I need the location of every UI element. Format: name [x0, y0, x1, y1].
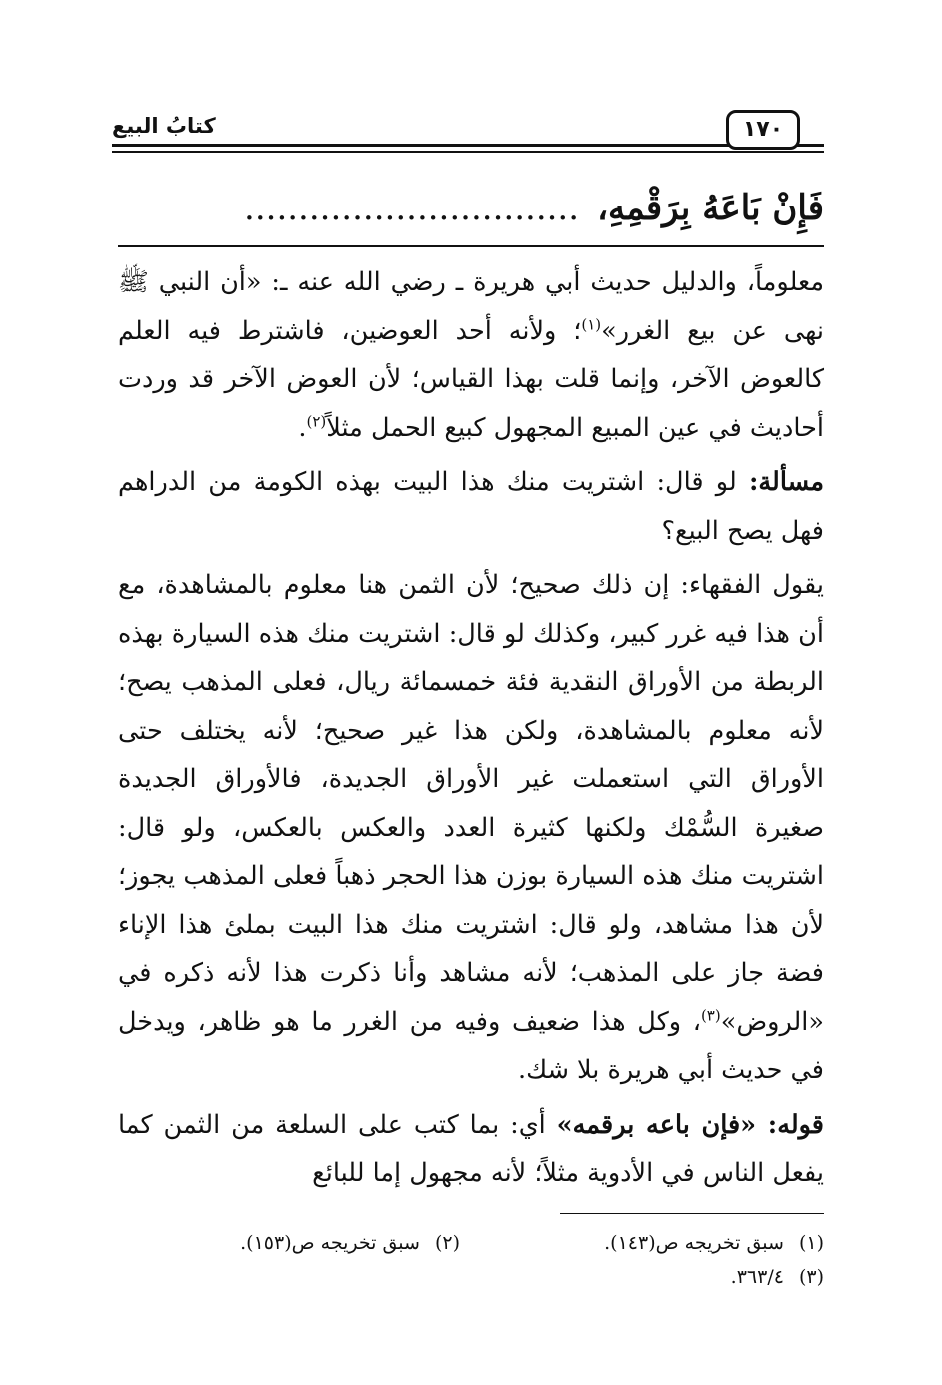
paragraph-1-text-a: معلوماً، والدليل حديث أبي هريرة ـ رضي الله عنه ـ: «أن النبي ﷺ نهى عن بيع الغرر»: [118, 267, 824, 346]
footnote-2-text: سبق تخريجه ص(١٥٣).: [240, 1232, 420, 1254]
header-rule-thin: [112, 151, 824, 153]
header-rule-thick: [112, 144, 824, 147]
paragraph-3-text-a: يقول الفقهاء: إن ذلك صحيح؛ لأن الثمن هنا معلوم بالمشاهدة، مع أن هذا فيه غرر كبير، وكذلك لو قال: اشتريت منك هذه السيارة بهذه الربطة من الأوراق النقدية فئة خمسمائة ريال، فعلى المذهب يصح؛ لأنه معلوم بالمشاهدة، ولكن هذا غير صحيح؛ لأنه يختلف حتى الأوراق التي استعملت غير الأوراق الجديدة، فالأوراق الجديدة صغيرة السُّمْك ولكنها كثيرة العدد والعكس بالعكس، ولو قال: اشتريت منك هذه السيارة بوزن هذا الحجر ذهباً فعلى المذهب يجوز؛ لأن هذا مشاهد، ولو قال: اشتريت منك هذا البيت بملئ هذا الإناء فضة جاز على المذهب؛ لأنه مشاهد وأنا ذكرت هذا لأنه ذكره في «الروض»: [118, 570, 824, 1037]
footnote-1: [604, 1228, 824, 1258]
matn-text: فَإِنْ بَاعَهُ بِرَقْمِهِ،: [597, 188, 824, 228]
footnote-2: [240, 1228, 460, 1258]
footnote-3: [731, 1262, 824, 1292]
running-header: [112, 110, 824, 158]
footnote-3-number: (٣): [798, 1266, 824, 1288]
footnote-ref-1: (١): [581, 315, 602, 333]
qawluhu-label: قوله:: [767, 1109, 824, 1140]
matn-separator: [118, 245, 824, 247]
footnote-1-number: (١): [798, 1232, 824, 1254]
page-number-badge: ١٧٠: [726, 110, 800, 150]
paragraph-1: [118, 258, 824, 452]
paragraph-4: [118, 1101, 824, 1198]
paragraph-3-text-b: ، وكل هذا ضعيف وفيه من الغرر ما هو ظاهر، ويدخل في حديث أبي هريرة بلا شك.: [118, 1006, 824, 1085]
footnote-ref-2: (٢): [306, 412, 327, 430]
paragraph-2: [118, 458, 824, 555]
footnote-ref-3: (٣): [700, 1006, 721, 1024]
paragraph-1-text-b: ؛ ولأنه أحد العوضين، فاشترط فيه العلم كالعوض الآخر، وإنما قلت بهذا القياس؛ لأن العوض الآخر قد وردت أحاديث في عين المبيع المجهول كبيع الحمل مثلاً: [118, 315, 824, 443]
footnote-3-text: ٣٦٣/٤.: [730, 1266, 784, 1288]
matn-line: [118, 180, 824, 236]
masala-label: مسألة:: [748, 467, 824, 497]
footnote-rule: [560, 1213, 824, 1214]
paragraph-4-text: أي: بما كتب على السلعة من الثمن كما يفعل الناس في الأدوية مثلاً؛ لأنه مجهول إما للبائع: [118, 1109, 824, 1188]
commentary-body: [118, 258, 824, 1204]
footnote-1-text: سبق تخريجه ص(١٤٣).: [604, 1232, 784, 1254]
paragraph-3: [118, 561, 824, 1095]
book-title: كتابُ البيع: [112, 114, 216, 138]
matn-quote: «فإن باعه برقمه»: [556, 1109, 768, 1140]
paragraph-1-text-c: .: [298, 412, 307, 443]
matn-dots: ...............................: [244, 188, 580, 228]
paragraph-2-text: لو قال: اشتريت منك هذا البيت بهذه الكومة من الدراهم فهل يصح البيع؟: [118, 467, 824, 546]
footnote-2-number: (٢): [434, 1232, 460, 1254]
